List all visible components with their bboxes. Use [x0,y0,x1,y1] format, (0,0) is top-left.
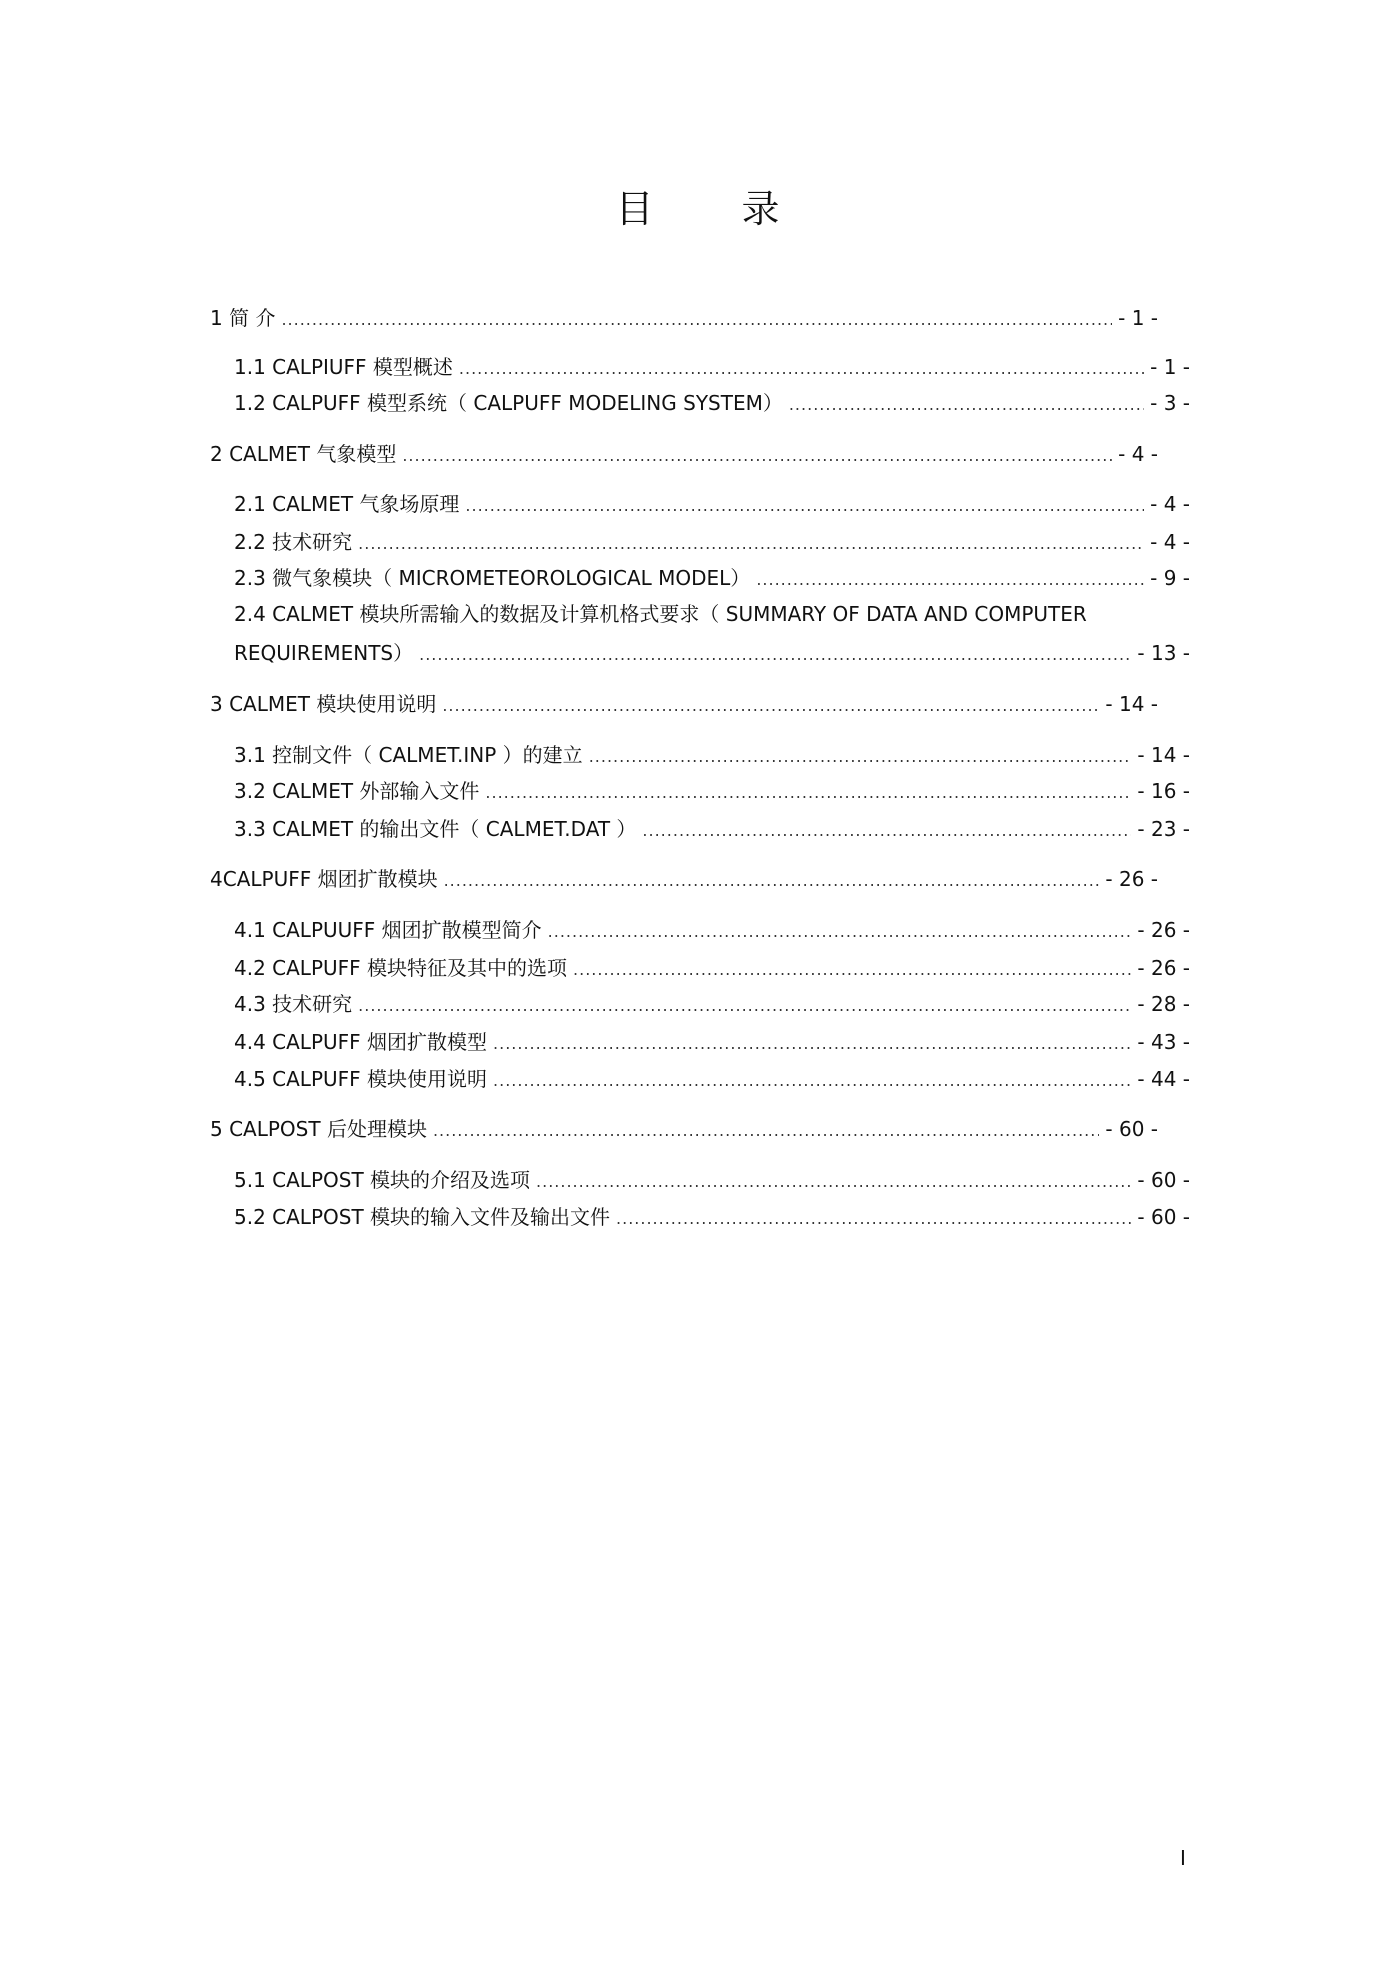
toc-entry[interactable] [210,440,1158,470]
dot-leader [485,779,1131,807]
toc-entry[interactable] [234,490,1190,520]
dot-leader [419,641,1131,669]
toc-entry-first-line[interactable]: 2.4 CALMET 模块所需输入的数据及计算机格式要求（ SUMMARY OF DATA AND COMPUTER [234,602,1087,626]
toc-entry-page: - 3 - [1150,391,1190,415]
toc-entry[interactable] [234,353,1190,383]
dot-leader [573,956,1131,984]
toc-entry-page: - 44 - [1137,1067,1190,1091]
toc-entry-page: - 26 - [1105,867,1158,891]
dot-leader [642,817,1131,845]
toc-entry-page: - 9 - [1150,566,1190,590]
dot-leader [589,743,1132,771]
page-title: 目 录 [615,187,818,231]
toc-entry-label: 3.2 CALMET 外部输入文件 [234,779,480,803]
toc-entry-label: 4.3 技术研究 [234,992,353,1016]
toc-entry-label: 3 CALMET 模块使用说明 [210,692,437,716]
toc-entry[interactable] [234,777,1190,807]
toc-entry-label: 4CALPUFF 烟团扩散模块 [210,867,438,891]
toc-entry[interactable] [234,990,1190,1020]
toc-entry-page: - 60 - [1105,1117,1158,1141]
toc-entry-label: 3.1 控制文件（ CALMET.INP ）的建立 [234,743,583,767]
toc-entry[interactable] [234,954,1190,984]
toc-entry-page: - 26 - [1137,956,1190,980]
toc-entry-label: 1 简 介 [210,306,276,330]
toc-entry-label: 2.1 CALMET 气象场原理 [234,492,460,516]
toc-entry-label: 1.2 CALPUFF 模型系统（ CALPUFF MODELING SYSTEM） [234,391,783,415]
toc-entry-label: 3.3 CALMET 的输出文件（ CALMET.DAT ） [234,817,637,841]
toc-entry-label: 2.3 微气象模块（ MICROMETEOROLOGICAL MODEL） [234,566,751,590]
dot-leader [402,442,1112,470]
toc-entry[interactable] [234,916,1190,946]
toc-entry[interactable] [234,815,1190,845]
dot-leader [493,1067,1131,1095]
toc-entry-label: 4.1 CALPUUFF 烟团扩散模型简介 [234,918,542,942]
dot-leader [433,1117,1099,1145]
toc-entry-label: 5.2 CALPOST 模块的输入文件及输出文件 [234,1205,611,1229]
toc-entry[interactable] [210,1115,1158,1145]
toc-entry-page: - 1 - [1150,355,1190,379]
dot-leader [444,867,1100,895]
toc-entry[interactable] [234,528,1190,558]
toc-entry-page: - 26 - [1137,918,1190,942]
dot-leader [459,355,1144,383]
toc-entry-label: 2.2 技术研究 [234,530,353,554]
toc-entry-label: 4.5 CALPUFF 模块使用说明 [234,1067,488,1091]
toc-entry-label: 5.1 CALPOST 模块的介绍及选项 [234,1168,531,1192]
dot-leader [493,1030,1131,1058]
toc-entry[interactable] [234,1203,1190,1233]
toc-entry-label: 2 CALMET 气象模型 [210,442,397,466]
dot-leader [358,530,1144,558]
toc-entry-label: 1.1 CALPIUFF 模型概述 [234,355,453,379]
toc-entry-page: - 60 - [1137,1168,1190,1192]
toc-entry[interactable] [234,639,1190,669]
toc-entry-label: 5 CALPOST 后处理模块 [210,1117,427,1141]
toc-entry-page: - 4 - [1150,492,1190,516]
toc-entry-page: - 28 - [1137,992,1190,1016]
toc-entry[interactable] [210,865,1158,895]
toc-entry[interactable] [234,741,1190,771]
dot-leader [281,306,1112,334]
dot-leader [789,391,1144,419]
toc-entry-page: - 4 - [1118,442,1158,466]
toc-entry-page: - 60 - [1137,1205,1190,1229]
toc-entry-label: REQUIREMENTS） [234,641,414,665]
toc-entry-page: - 14 - [1137,743,1190,767]
dot-leader [756,566,1144,594]
toc-entry[interactable] [234,389,1190,419]
toc-entry-label: 4.4 CALPUFF 烟团扩散模型 [234,1030,488,1054]
toc-entry[interactable] [210,690,1158,720]
toc-entry-page: - 14 - [1105,692,1158,716]
toc-entry-page: - 1 - [1118,306,1158,330]
dot-leader [536,1168,1131,1196]
toc-entry[interactable] [210,304,1158,334]
toc-entry[interactable] [234,564,1190,594]
toc-entry[interactable] [234,1065,1190,1095]
toc-entry-page: - 4 - [1150,530,1190,554]
toc-entry[interactable] [234,1166,1190,1196]
dot-leader [548,918,1132,946]
toc-entry-page: - 43 - [1137,1030,1190,1054]
toc-entry[interactable] [234,1028,1190,1058]
toc-entry-page: - 23 - [1137,817,1190,841]
toc-entry-page: - 13 - [1137,641,1190,665]
toc-entry-page: - 16 - [1137,779,1190,803]
toc-entry-label: 4.2 CALPUFF 模块特征及其中的选项 [234,956,568,980]
dot-leader [465,492,1144,520]
dot-leader [358,992,1131,1020]
dot-leader [616,1205,1131,1233]
page-number: I [1180,1846,1186,1870]
dot-leader [442,692,1099,720]
